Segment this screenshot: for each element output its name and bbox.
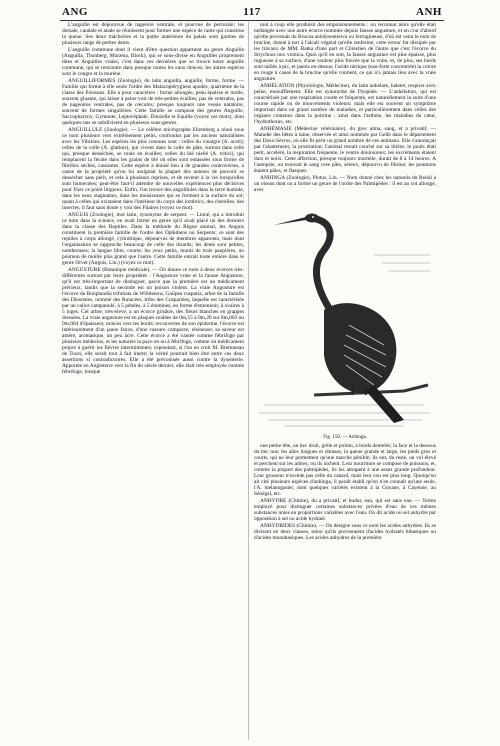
paragraph: ANHYDRIDES (Chimie). — On désigne sous ce nom les acides anhydres. Ils se divisent en deux classes, selon qu'ils proviennent d'acides hydratés bibasiques ou d'acides monobasiques. Les acides anhydres de la première [254, 523, 436, 541]
paragraph: ANGUIS (Zoologie), mot latin, synonyme de serpent. — Linné, qui a introduit ce nom dans la science, en avait formé un genre qu'il avait placé un des derniers dans la classe des Reptiles. Dans la méthode du Règne animal, les Anguis constituent la première famille de l'ordre des Ophidiens ou Serpents; ce sont des reptiles à corps allongé, cylindrique, dépourvus de membres apparents, mais dont l'organisation se rapproche beaucoup de celle des lézards; les dents sont petites, nombreuses; la langue libre, courte; les yeux petits, munis de trois paupières, un poumon de moitié plus grand que l'autre. Cette famille entrait toute entière dans le genre Orvet (Anguis, Lin.) (voyez ce mot). [62, 212, 244, 266]
paragraph: L'anguille commune dont il vient d'être question appartient au genre Anguille (Anguilla, Thunberg, Muræna, Block), qui se sous-divise en Anguilles proprement dites et Anguilles vraies; c'est dans ces dernières que se trouve notre anguille commune, qui se rencontre dans presque toutes les eaux douces; les autres espèces sont le congre et la murène. [62, 47, 244, 77]
figure-caption: Fig. 150. — Anhinga. [323, 435, 367, 440]
page-header [62, 6, 442, 20]
paragraph: ANGUILLIFORMES (Zoologie), du latin anguilla, anguille, forme, forme. — Famille qui forme à elle seule l'ordre des Malacoptérygiens apodes, quatrième de la classe des Poissons. Elle a pour caractères : forme allongée, peau épaisse et molle, souvent gluante, qui laisse à peine voir de très-petites écailles; pas de ventrales, pas de nageoires ventrales, pas de cœcums; presque toujours une vessie natatoire, souvent de formes singulières. Cette famille se compose des genres Anguille, Saccopharynx, Gymnote, Leptocéphale, Donzelle et Equille (voyez ces mots), dont quelques-uns se subdivisent en plusieurs sous-genres. [62, 78, 244, 126]
header-rule [60, 20, 444, 21]
paragraph: ANHÉMASIE (Médecine vétérinaire), du grec aima, sang, et a privatif. — Maladie des bêtes à laine, observée et ainsi nommée par Gellé dans le département des Deux-Sèvres, où elle fit périr un grand nombre de ces animaux. Elle s'annonçait par l'abattement, la prostration; l'animal restait couché sur sa litière; le pouls était petit, accéléré, la respiration fréquente, le ventre douloureux; les excréments étaient durs et noirs. Cette affection, presque toujours mortelle, durait de 8 à 14 heures. A l'autopsie, on trouvait le sang rose pâle, séreux, dépourvu de fibrine; les poumons étaient pâles, et flasques. [254, 126, 436, 174]
left-column [62, 22, 244, 740]
paragraph: ANHÉLATION (Physiologie, Médecine), du latin anhelare, haleter, respirer avec peine, essoufflement. Elle est synonyme de Dyspnée. — L'anhélation, qui est caractérisée par une respiration courte et fréquente, est naturellement la suite d'une course rapide ou de mouvements violents; mais elle est souvent un symptôme important dans un grand nombre de maladies, et particulièrement dans celles des organes contenus dans la poitrine : ainsi dans l'asthme, les maladies du cœur, l'hydrothorax, etc. [254, 83, 436, 125]
paragraph: L'anguille est dépourvue de nageoire ventrale, et pourvue de pectorale; les dorsale, caudale et anale se réunissent pour former une espèce de rame qui constitue la queue. Ses deux mâchoires et la partie antérieure du palais sont garnies de plusieurs rangs de petites dents. [62, 22, 244, 46]
header-right-keyword: ANH [416, 6, 442, 18]
column-divider [248, 22, 249, 740]
paragraph: ANGUILLULE (Zoologie). — Le célèbre micrographe Ehrenberg a réuni sous ce nom plusieurs vers extrêmement petits, confondus par les anciens naturalistes avec les Vibrions. Les espèces les plus connues sont : celles du vinaigre (A. aceti); celles de la colle (A. glutinis), qui vivent dans la colle de pâte, surtout dans celle qui, presque desséchée, se roule en écailles; celles du blé niellé (A. tritici), qui remplacent la fécule dans les grains de blé où elles sont entassées sous forme de fibrilles sèches, cassantes. Cette espèce a donné lieu à de grandes controverses, à cause de la propriété qu'on lui assignait la plupart des auteurs de pouvoir se dessécher sans périr, et cela à plusieurs reprises, et de revenir à la vie lorsqu'elles sont humectées; peut-être faut-il attendre de nouvelles expériences plus décisives pour fixer ce point litigieux. Enfin, l'on trouve des anguillules dans la terre humide, dans les eaux stagnantes, dans les moisissures qui se forment à la surface du sol; quant à celles qui existaient dans l'intérieur du corps des lombrics, des chenilles, des insectes, il faut sans doute y voir des Filaires (voyez ce mot). [62, 127, 244, 211]
page-number: 117 [243, 6, 261, 18]
paragraph: ANHINGA (Zoologie), Plotus, Lin. — Nom donné chez les naturels du Brésil à un oiseau dont on a formé un genre de l'ordre des Palmipèdes : il est au col allongé, avec [254, 175, 436, 193]
anhinga-drawing [254, 195, 436, 433]
right-column [254, 22, 436, 740]
paragraph: tout à coup elle produisit des empoisonnements : on reconnut alors qu'elle était mélangée avec une autre écorce nommée depuis fausse angusture, et on crut d'abord qu'elle provenait du Brucea antidysenterica ou ferrugineuse, d'où est venu le nom de brucine, donné à tort à l'alcali végétal qu'elle renferme; cette erreur fut dissipée par les travaux de MM. Batka d'une part et Chrestien de l'autre que c'est l'écorce du Strychnos nux vomica. Quoi qu'il en soit, la fausse angusture est plus épaisse, plus rugueuse à sa surface, d'une couleur plus foncée que la vraie, et, de plus, ses bords sont taillés à pic, et jaunis en-dessus; l'acide nitrique (eau-forte concentrée) la colore en rouge à cause de la brucine qu'elle contient, ce qui n'a jamais lieu avec la vraie angusture. [254, 22, 436, 82]
paragraph: une petite tête, un bec droit, grêle et pointu, à bords dentelés; la face et la dessous du bec nus; les ailes longues et obtuses, la queue grande et large, les pieds gros et courts, qui ne leur permettent qu'une marche pénible; ils ont, du reste, un vol élevé et perchent sur les arbres, où ils nichent. Leur nourriture se compose de poissons, et, comme la plupart des palmipèdes, ils les attrapent à une assez grande profondeur. Leur grosseur n'excède pas celle du canard, mais leur cou est plus long. Quoiqu'on ait cité plusieurs espèces d'anhinga, il paraît établi qu'on n'en connaît qu'une seule, l'A. melanogaster, dont quelques variétés existent à la Guyane, à Cayenne, au Sénégal, etc. [254, 443, 436, 497]
paragraph: ANHYDRE (Chimie), du a privatif, et hudor, eau, qui est sans eau. — Terme employé pour distinguer certaines substances privées d'eau de ces mêmes substances unies en proportions variables avec l'eau. On dit acide ou sel anhydre par opposition à sel ou acide hydraté. [254, 498, 436, 522]
header-left-keyword: ANG [62, 6, 88, 18]
anhinga-illustration [254, 195, 436, 433]
paragraph: ANGUSTURE (Botanique médicale). — On donne ce nom à deux écorces très-différentes surtout par leurs propriétés : l'Angusture vraie et la fausse Angusture, qu'il est très-important de distinguer, parce que la première est un médicament précieux, tandis que la seconde est un poison violent. La vraie Angusture est l'écorce du Bonplandia trifoliata de Willdenow, Galipea cusparia, arbre de la famille des Diosmées, nommé des Rutacées, tribu des Cuspariées, laquelle est caractérisée par un calice campanulé, à 5 pétales, à 5 étamines, en forme d'entonnoir, à ovaires à 5 loges. Cet arbre, très-élevé, a un écorce grisâtre, des fleurs blanches en grappes dressées. La vraie angusture est en plaques roulées de 0m,15 à 0m,20 sur 0m,003 ou 0m,004 d'épaisseur, minces vers les bords; recouvertes de son épiderme, l'écorce est intérieurement d'un jaune fauve, d'une cassure compacte, résineuse; sa saveur est amère, aromatique, un peu âcre. Cette écorce a été vantée comme fébrifuge par plusieurs médecins, et les naturels la paye en ou à fébrifuge, comme un médicament propre à guérir les fièvres intermittentes; cependant, si l'on en croit M. Brettoneau de Tours, elle serait tout à fait inerte; la vérité pourrait bien être entre ces deux assertions si contradictoires. Elle a été préconisée aussi contre la dysenterie. Apportée en Angleterre vers la fin du siècle dernier, elle était très-employée comme fébrifuge, lorsque [62, 267, 244, 375]
